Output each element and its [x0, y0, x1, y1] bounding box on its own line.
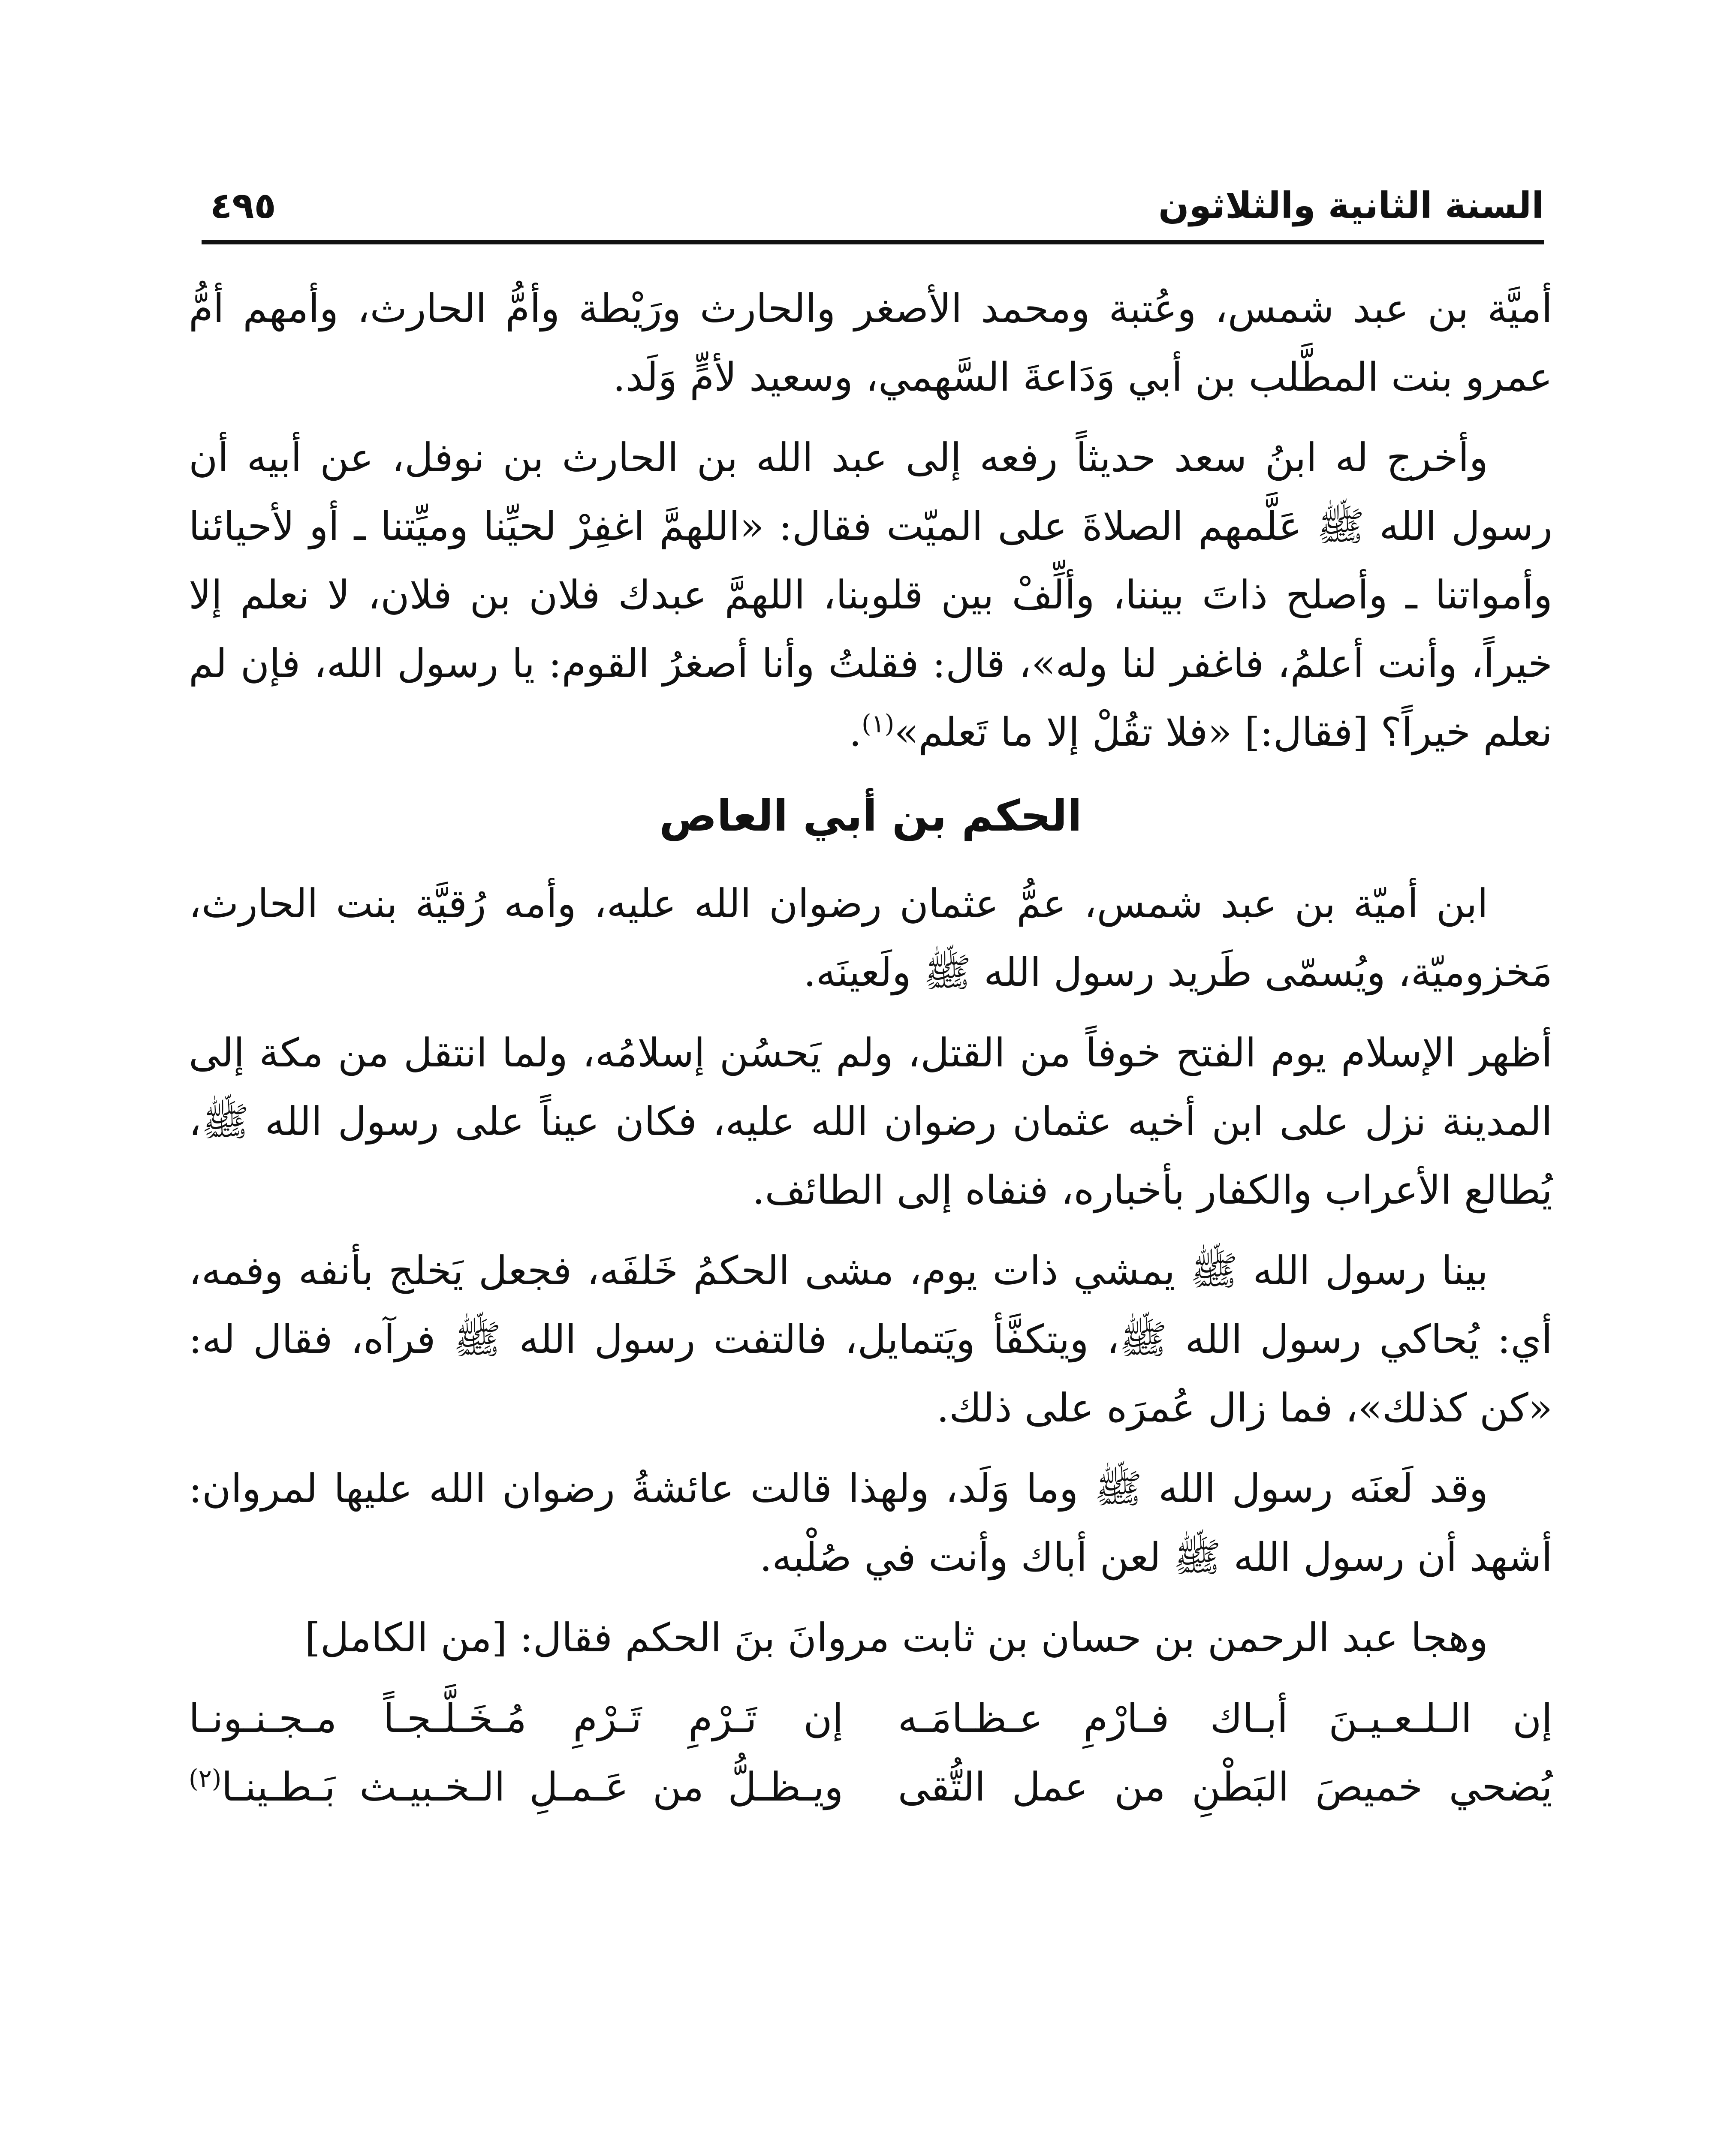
- poem-verse: [189, 1753, 1552, 1822]
- verse-1-second-half: إن تَـرْمِ تَـرْمِ مُـخَـلَّـجـاً مـجـنـونـا: [189, 1695, 844, 1741]
- hadith-text: وأخرج له ابنُ سعد حديثاً رفعه إلى عبد الله بن الحارث بن نوفل، عن أبيه أن رسول الله ﷺ عَلَّمهم الصلاةَ على الميّت فقال: «اللهمَّ اغفِرْ لحيِّنا وميِّتنا ـ أو لأحيائنا وأمواتنا ـ وأصلح ذاتَ بيننا، وألِّفْ بين قلوبنا، اللهمَّ عبدك فلان بن فلان، لا نعلم إلا خيراً، وأنت أعلمُ، فاغفر لنا وله»، قال: فقلتُ وأنا أصغرُ القوم: يا رسول الله، فإن لم نعلم خيراً؟ [فقال:] «فلا تقُلْ إلا ما تَعلم»: [189, 435, 1552, 755]
- page-header: [202, 180, 1544, 244]
- running-head: السنة الثانية والثلاثون: [1158, 184, 1544, 226]
- paragraph-islam: أظهر الإسلام يوم الفتح خوفاً من القتل، ولم يَحسُن إسلامُه، ولما انتقل من مكة إلى المدينة نزل على ابن أخيه عثمان رضوان الله عليه، فكان عيناً على رسول الله ﷺ، يُطالع الأعراب والكفار بأخباره، فنفاه إلى الطائف.: [189, 1030, 1552, 1213]
- section-title: الحكم بن أبي العاص: [659, 791, 1082, 841]
- verse-2-second-half: [189, 1753, 843, 1822]
- poem: [189, 1684, 1552, 1822]
- paragraph-mimic: بينا رسول الله ﷺ يمشي ذات يوم، مشى الحكمُ خَلفَه، فجعل يَخلج بأنفه وفمه، أي: يُحاكي رسول الله ﷺ، ويتكفَّأ ويَتمايل، فالتفت رسول الله ﷺ فرآه، فقال له: «كن كذلك»، فما زال عُمرَه على ذلك.: [189, 1248, 1552, 1431]
- page-number: ٤٩٥: [210, 184, 276, 226]
- verse-2-second-half-text: ويـظـلُّ من عَـمـلِ الـخـبيـث بَـطـينـا: [221, 1764, 844, 1810]
- hadith-end: .: [849, 709, 862, 755]
- footnote-marker-2: (٢): [189, 1764, 222, 1793]
- verse-1-first-half: إن الـلـعـيـنَ أبـاك فـارْمِ عـظـامَـه: [898, 1695, 1552, 1741]
- paragraph-hadith: [189, 424, 1552, 767]
- paragraph-curse: وقد لَعنَه رسول الله ﷺ وما وَلَد، ولهذا قالت عائشةُ رضوان الله عليها لمروان: أشهد أن رسول الله ﷺ لعن أباك وأنت في صُلْبه.: [189, 1466, 1552, 1580]
- header-rule: [202, 240, 1544, 244]
- verse-2-first-half: يُضحي خميصَ البَطْنِ من عمل التُّقى: [898, 1764, 1552, 1810]
- main-text: [189, 274, 1552, 1822]
- paragraph-lineage: ابن أميّة بن عبد شمس، عمُّ عثمان رضوان الله عليه، وأمه رُقيَّة بنت الحارث، مَخزوميّة، ويُسمّى طَريد رسول الله ﷺ ولَعينَه.: [189, 881, 1552, 995]
- footnote-marker-1: (١): [861, 709, 895, 738]
- paragraph-poem-intro: وهجا عبد الرحمن بن حسان بن ثابت مروانَ بنَ الحكم فقال: [من الكامل]: [304, 1615, 1488, 1661]
- paragraph-family: أميَّة بن عبد شمس، وعُتبة ومحمد الأصغر والحارث ورَيْطة وأمُّ الحارث، وأمهم أمُّ عمرو بنت المطَّلب بن أبي وَدَاعةَ السَّهمي، وسعيد لأمٍّ وَلَد.: [189, 286, 1552, 400]
- poem-verse: [189, 1684, 1552, 1753]
